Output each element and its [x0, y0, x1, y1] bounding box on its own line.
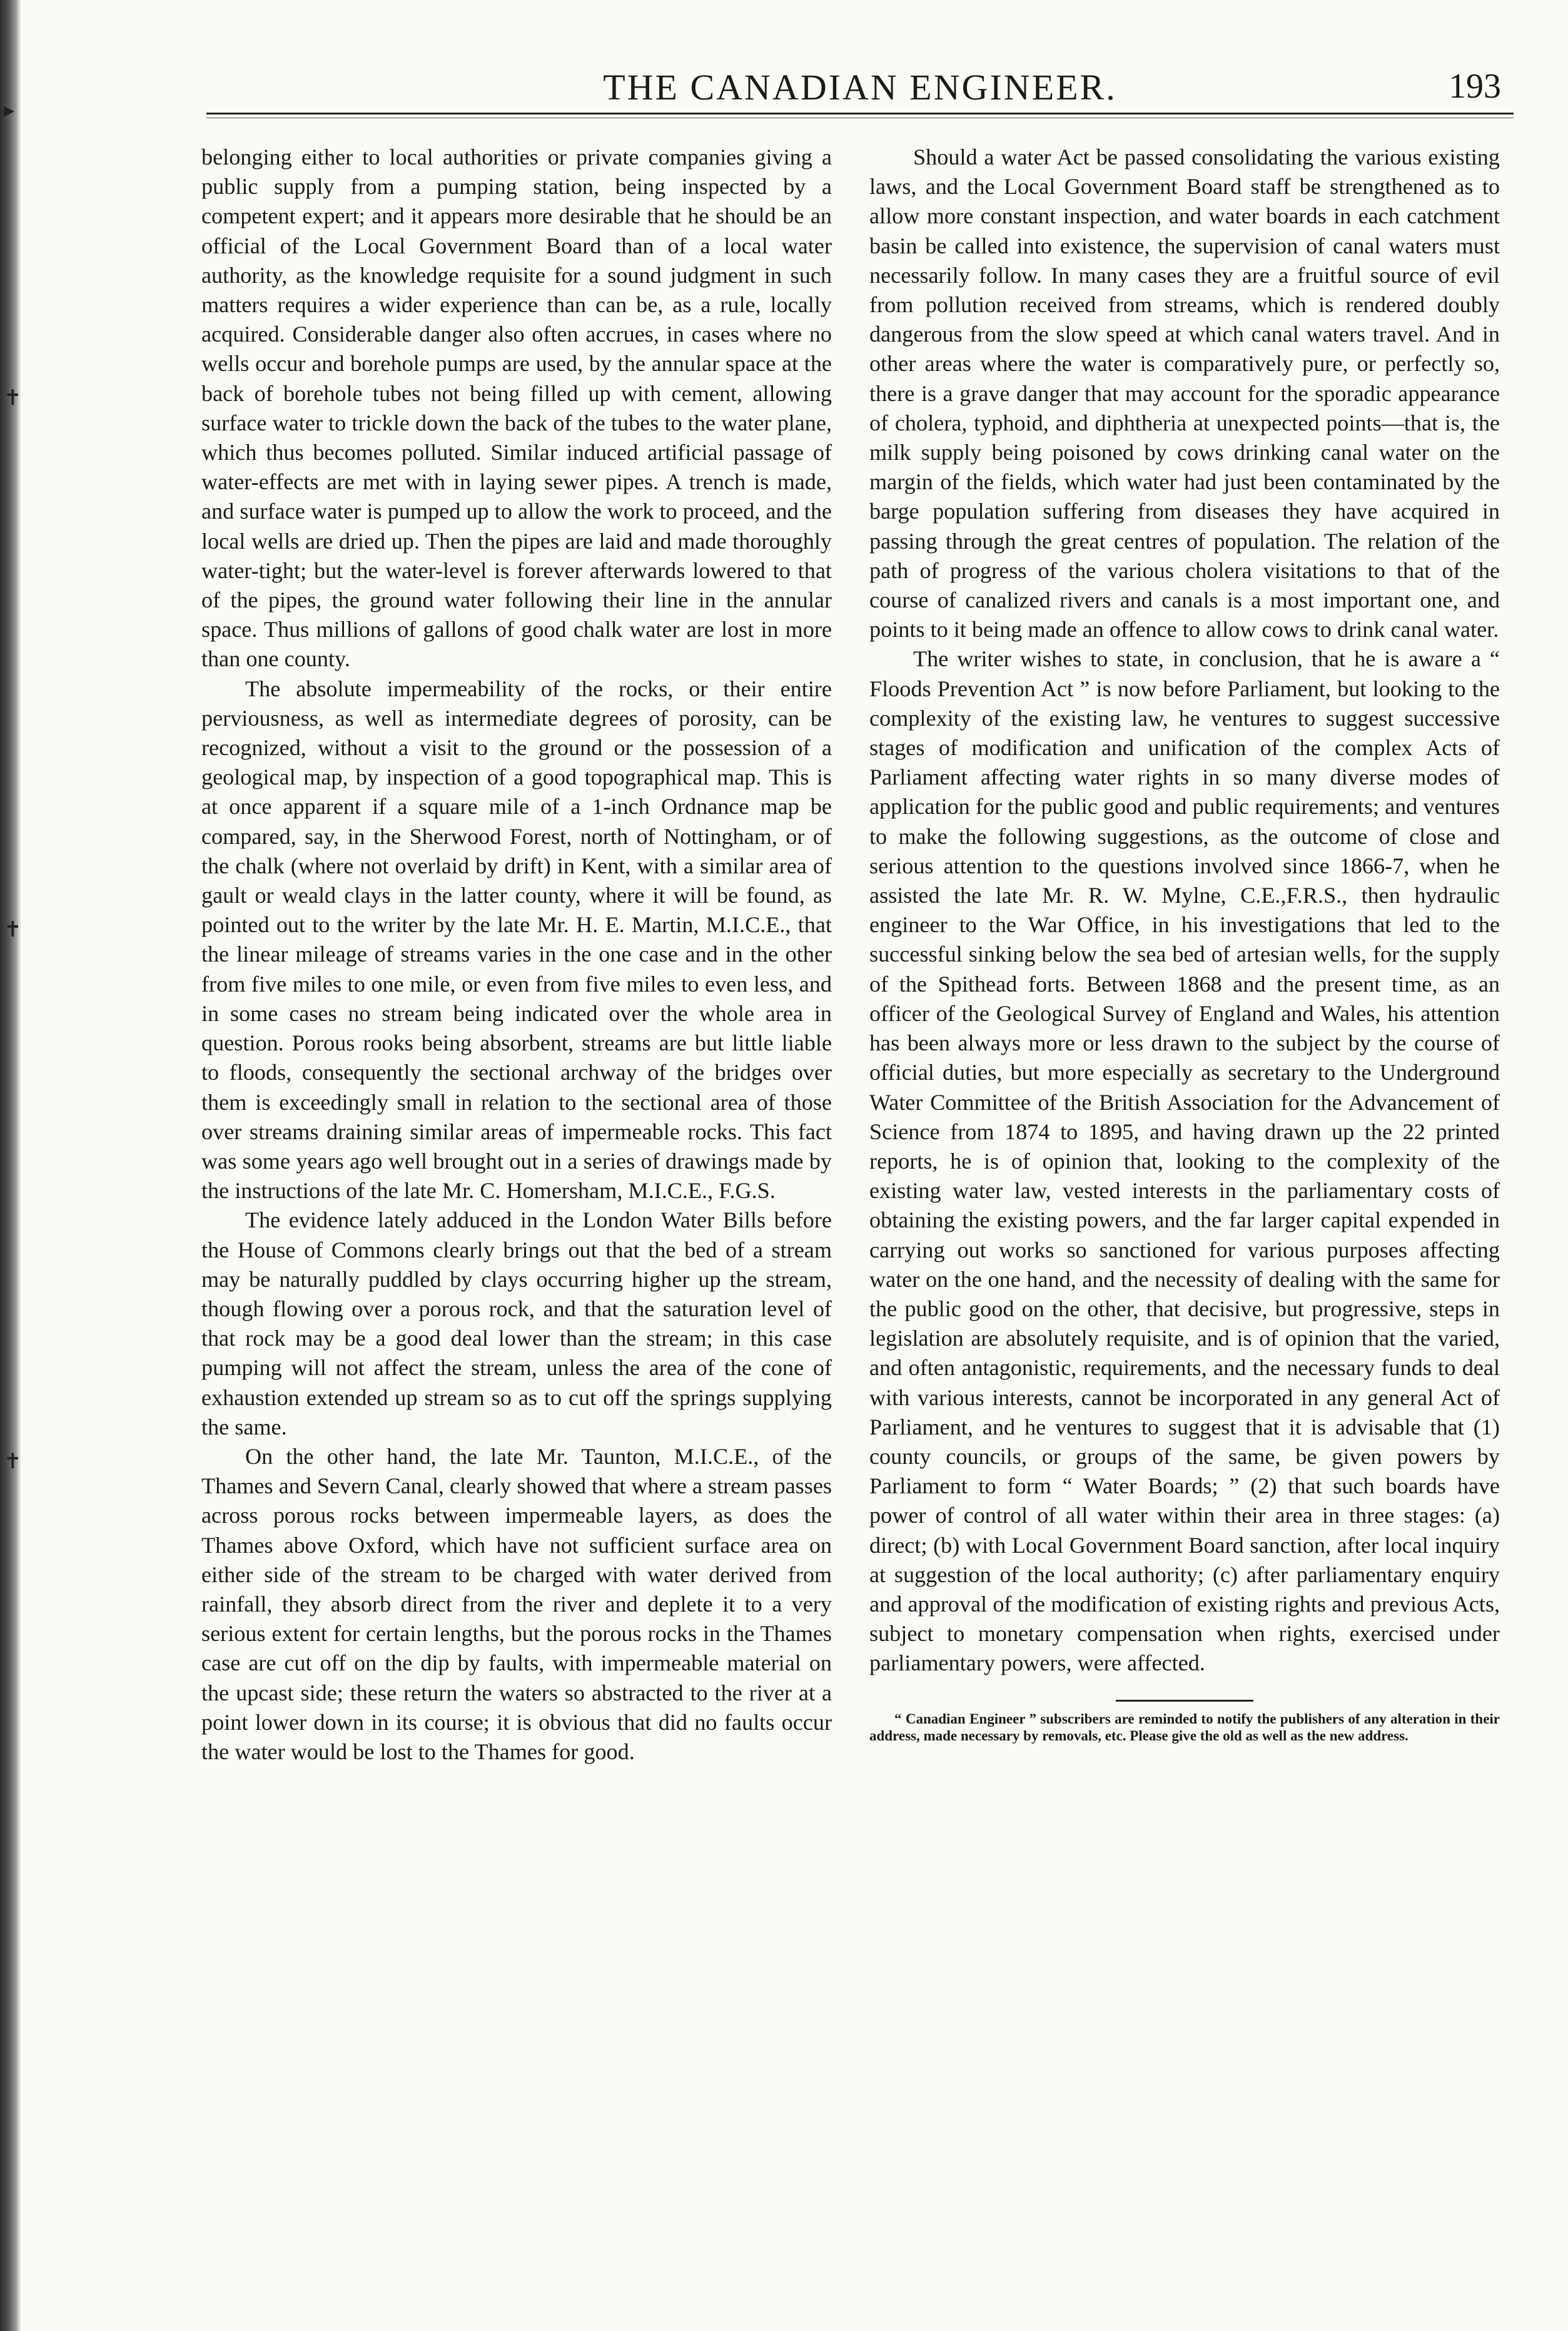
paragraph: The writer wishes to state, in conclusion, that he is aware a “ Floods Prevention Act ” is now before Parliament, but looking to the complexity of the existing law, he ventures to suggest successive stages of modification and unification of the complex Acts of Parliament affecting water rights in so many diverse modes of application for the public good and public requirements; and ventures to make the following suggestions, as the outcome of close and serious attention to the questions involved since 1866-7, when he assisted the late Mr. R. W. Mylne, C.E.,F.R.S., then hydraulic engineer to the War Office, in his investigations that led to the successful sinking below the sea bed of artesian wells, for the supply of the Spithead forts. Between 1868 and the present time, as an officer of the Geological Survey of England and Wales, his attention has been always more or less drawn to the subject by the course of official duties, but more especially as secretary to the Underground Water Committee of the British Association for the Advancement of Science from 1874 to 1895, and having drawn up the 22 printed reports, he is of opinion that, looking to the complexity of the existing water law, vested interests in the parliamentary costs of obtaining the existing powers, and the far larger capital expended in carrying out works so sanctioned for various purposes affecting water on the one hand, and the necessity of dealing with the same for the public good on the other, that decisive, but progressive, steps in legislation are absolutely requisite, and is of opinion that the varied, and often antagonistic, requirements, and the necessary funds to deal with various interests, cannot be incorporated in any general Act of Parliament, and he ventures to suggest that it is advisable that (1) county councils, or groups of the same, be given powers by Parliament to form “ Water Boards; ” (2) that such boards have power of control of all water within their area in three stages: (a) direct; (b) with Local Government Board sanction, after local inquiry at suggestion of the local authority; (c) after parliamentary enquiry and approval of the modification of existing rights and previous Acts, subject to monetary compensation when rights, exercised under parliamentary powers, were affected. [869, 646, 1500, 1676]
pin-mark-icon: ✝ [4, 918, 22, 942]
page-number: 193 [1449, 67, 1501, 106]
subscriber-notice: “ Canadian Engineer ” subscribers are reminded to notify the publishers of any alteration in their address, made necessary by removals, etc. Please give the old as well as the new address. [869, 1710, 1500, 1744]
left-column [201, 143, 832, 1767]
paragraph: On the other hand, the late Mr. Taunton, M.I.C.E., of the Thames and Severn Canal, clearly showed that where a stream passes across porous rocks between impermeable layers, as does the Thames above Oxford, which have not sufficient surface area on either side of the stream to be charged with water derived from rainfall, they absorb direct from the river and deplete it to a very serious extent for certain lengths, but the porous rocks in the Thames case are cut off on the dip by faults, with impermeable material on the upcast side; these return the waters so abstracted to the river at a point lower down in its course; it is obvious that did no faults occur the water would be lost to the Thames for good. [201, 1443, 832, 1764]
paragraph: Should a water Act be passed consolidating the various existing laws, and the Local Government Board staff be strengthened as to allow more constant inspection, and water boards in each catchment basin be called into existence, the supervision of canal waters must necessarily follow. In many cases they are a fruitful source of evil from pollution received from streams, which is rendered doubly dangerous from the slow speed at which canal waters travel. And in other areas where the water is comparatively pure, or perfectly so, there is a grave danger that may account for the sporadic appearance of cholera, typhoid, and diphtheria at unexpected points—that is, the milk supply being poisoned by cows drinking canal water on the margin of the fields, which water had just been contaminated by the barge population suffering from diseases they have acquired in passing through the great centres of population. The relation of the path of progress of the various cholera visitations to that of the course of canalized rivers and canals is a most important one, and points to it being made an offence to allow cows to drink canal water. [869, 145, 1500, 642]
arrow-mark-icon: ▸ [4, 99, 15, 122]
header-rule [206, 113, 1514, 114]
running-header [206, 58, 1514, 114]
pin-mark-icon: ✝ [4, 387, 22, 410]
notice-separator [1116, 1700, 1253, 1702]
running-title: THE CANADIAN ENGINEER. [603, 67, 1117, 108]
paragraph: The absolute impermeability of the rocks, or their entire perviousness, as well as intermediate degrees of porosity, can be recognized, without a visit to the ground or the possession of a geological map, by inspection of a good topographical map. This is at once apparent if a square mile of a 1-inch Ordnance map be compared, say, in the Sherwood Forest, north of Nottingham, or of the chalk (where not overlaid by drift) in Kent, with a similar area of gault or weald clays in the latter county, where it will be found, as pointed out to the writer by the late Mr. H. E. Martin, M.I.C.E., that the linear mileage of streams varies in the one case and in the other from five miles to one mile, or even from five miles to even less, and in some cases no stream being indicated over the whole area in question. Porous rooks being absorbent, streams are but little liable to floods, consequently the sectional archway of the bridges over them is exceedingly small in relation to the sectional area of those over streams draining similar areas of impermeable rocks. This fact was some years ago well brought out in a series of drawings made by the instructions of the late Mr. C. Homersham, M.I.C.E., F.G.S. [201, 676, 832, 1204]
page-binding-edge [0, 0, 21, 2331]
right-column [869, 143, 1500, 1744]
paragraph: belonging either to local authorities or private companies giving a public supply from a pumping station, being inspected by a competent expert; and it appears more desirable that he should be an official of the Local Government Board than of a local water authority, as the knowledge requisite for a sound judgment in such matters requires a wider experience than can be, as a rule, locally acquired. Considerable danger also often accrues, in cases where no wells occur and borehole pumps are used, by the annular space at the back of borehole tubes not being filled up with cement, allowing surface water to trickle down the back of the tubes to the water plane, which thus becomes polluted. Similar induced artificial passage of water-effects are met with in laying sewer pipes. A trench is made, and surface water is pumped up to allow the work to proceed, and the local wells are dried up. Then the pipes are laid and made thoroughly water-tight; but the water-level is forever afterwards lowered to that of the pipes, the ground water following their line in the annular space. Thus millions of gallons of good chalk water are lost in more than one county. [201, 145, 832, 672]
pin-mark-icon: ✝ [4, 1450, 22, 1473]
paragraph: The evidence lately adduced in the London Water Bills before the House of Commons clearly brings out that the bed of a stream may be naturally puddled by clays occurring higher up the stream, though flowing over a porous rock, and that the saturation level of that rock may be a good deal lower than the stream; in this case pumping will not affect the stream, unless the area of the cone of exhaustion extended up stream so as to cut off the springs supplying the same. [201, 1207, 832, 1440]
